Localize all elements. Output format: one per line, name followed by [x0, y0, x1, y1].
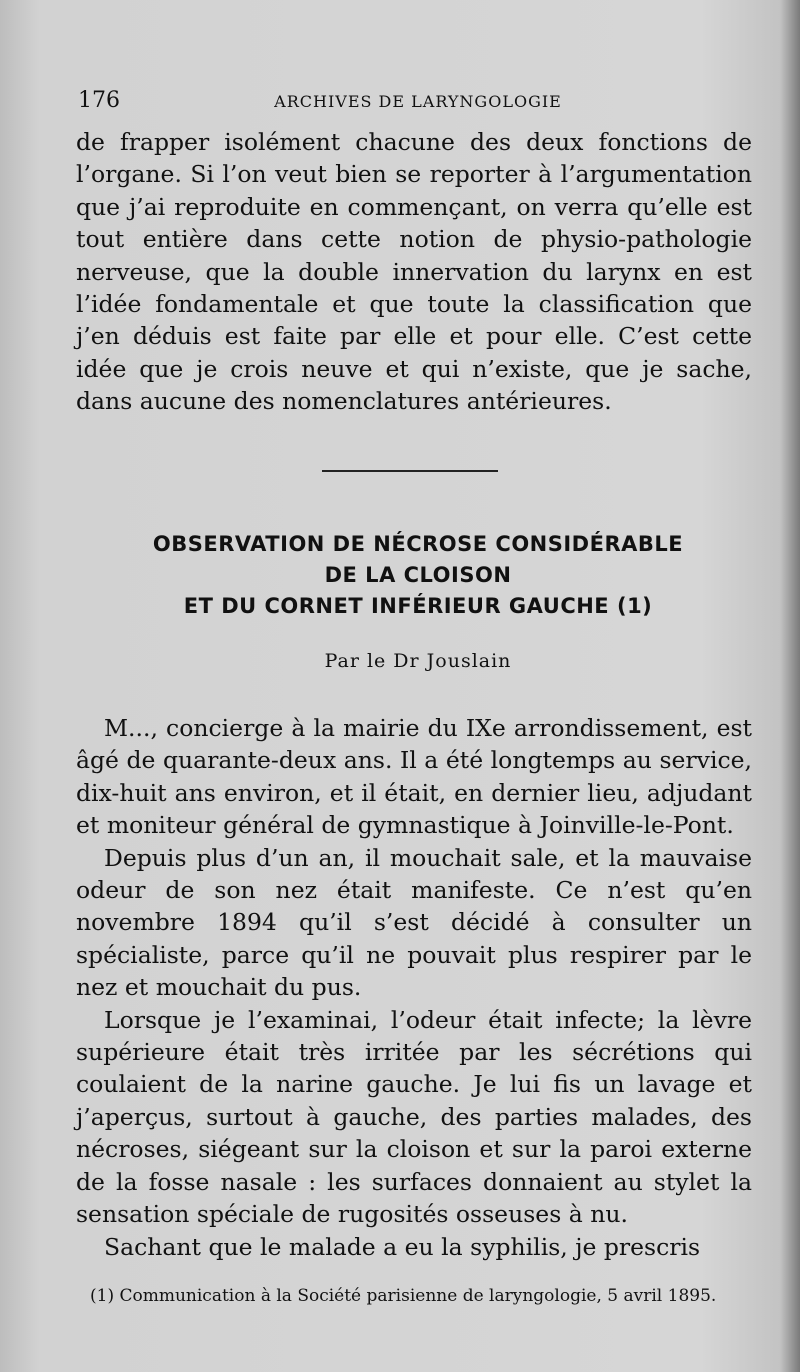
intro-paragraph: de frapper isolément chacune des deux fonctions de l’organe. Si l’on veut bien se reporter à l’argumentation que j’ai reproduite en commençant, on verra qu’elle est tout entière dans cette notion de physio-pathologie nerveuse, que la double innervation du larynx en est l’idée fondamentale et que toute la classification que j’en déduis est faite par elle et pour elle. C’est cette idée que je crois neuve et qui n’existe, que je sache, dans aucune des nomenclatures antérieures. — [76, 128, 752, 416]
article-title — [78, 529, 758, 622]
article-paragraph: M..., concierge à la mairie du IXe arrondissement, est âgé de quarante-deux ans. Il a été longtemps au service, dix-huit ans environ, et il était, en dernier lieu, adjudant et moniteur général de gymnastique à Joinville-le-Pont. — [76, 714, 752, 840]
page-number: 176 — [78, 88, 120, 113]
title-line: ET DU CORNET INFÉRIEUR GAUCHE (1) — [183, 594, 653, 618]
article-paragraph: Sachant que le malade a eu la syphilis, je prescris — [104, 1232, 701, 1261]
title-line: DE LA CLOISON — [324, 563, 512, 587]
running-head: ARCHIVES DE LARYNGOLOGIE — [274, 92, 562, 111]
page-header — [78, 88, 758, 118]
article-body — [76, 712, 752, 1263]
article-paragraph: Lorsque je l’examinai, l’odeur était infecte; la lèvre supérieure était très irritée par les sécrétions qui coulaient de la narine gauche. Je lui fis un lavage et j’aperçus, surtout à gauche, des parties malades, des nécroses, siégeant sur la cloison et sur la paroi externe de la fosse nasale : les surfaces donnaient au stylet la sensation spéciale de rugosités osseuses à nu. — [76, 1005, 752, 1229]
title-line: OBSERVATION DE NÉCROSE CONSIDÉRABLE — [152, 532, 684, 556]
section-divider — [322, 470, 498, 472]
footnote: (1) Communication à la Société parisienne de laryngologie, 5 avril 1895. — [90, 1286, 717, 1306]
article-paragraph: Depuis plus d’un an, il mouchait sale, et la mauvaise odeur de son nez était manifeste. Ce n’est qu’en novembre 1894 qu’il s’est décidé à consulter un spécialiste, parce qu’il ne pouvait plus respirer par le nez et mouchait du pus. — [76, 843, 752, 1002]
article-author: Par le Dr Jouslain — [324, 650, 512, 672]
